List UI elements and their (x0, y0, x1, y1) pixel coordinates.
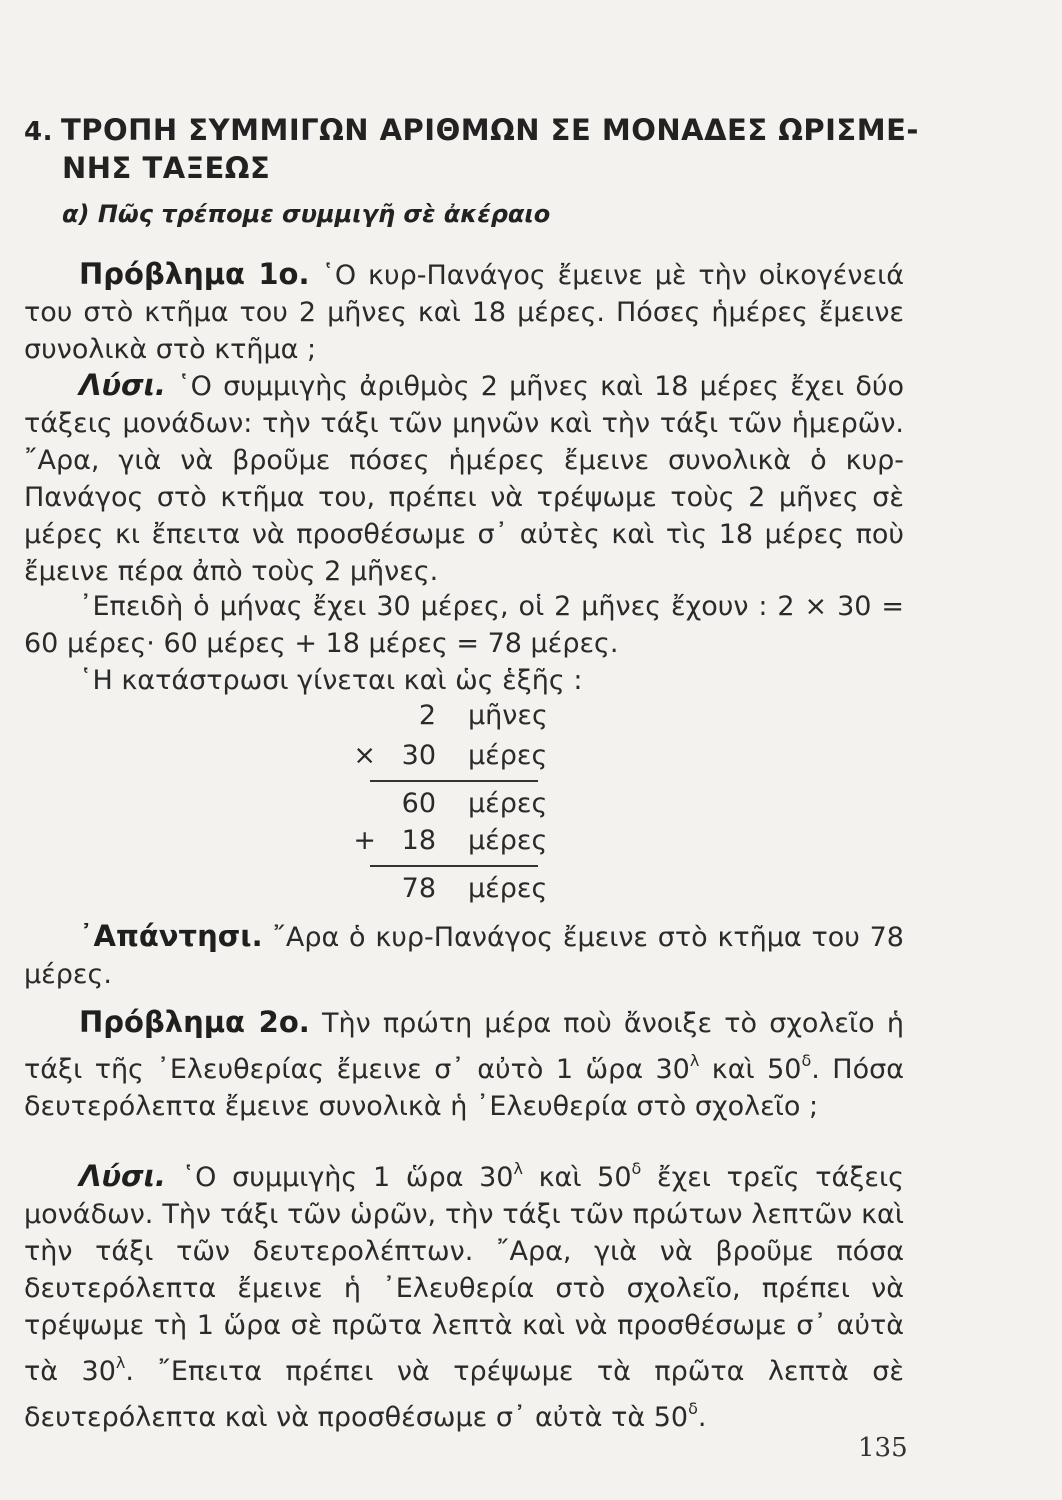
solution-2-text-e: . (697, 1402, 707, 1433)
subsection-heading: α) Πῶς τρέπομε συμμιγῆ σὲ ἀκέραιο (62, 200, 551, 228)
minutes-superscript: λ (689, 1051, 700, 1070)
calc-row-5-number: 78 (401, 873, 436, 904)
problem-2-text-b: καὶ 50 (699, 1054, 802, 1085)
problem-1-label: Πρόβλημα 1ο. (79, 257, 310, 291)
calc-row-4-unit: μέρες (468, 825, 548, 856)
page-number: 135 (858, 1433, 908, 1463)
calc-row-4-operator: + (353, 825, 376, 856)
solution-2-text-a: ῾Ο συμμιγὴς 1 ὥρα 30 (181, 1162, 514, 1193)
problem-1-text: ῾Ο κυρ-Πανάγος ἔμεινε μὲ τὴν οἰκογένειά του στὸ κτῆμα του 2 μῆνες καὶ 18 μέρες. Πόσες ἡμέρες ἔμεινε συνολικὰ στὸ κτῆμα ; (24, 260, 904, 365)
section-title-line2: ΝΗΣ ΤΑΞΕΩΣ (62, 151, 271, 185)
solution-1-label: Λύσι. (79, 368, 166, 402)
answer-1 (24, 918, 904, 993)
minutes-superscript: λ (115, 1353, 126, 1372)
calc-rule-1 (370, 780, 538, 782)
calc-row-5-unit: μέρες (468, 873, 548, 904)
solution-1-text-3: ῾Η κατάστρωσι γίνεται καὶ ὡς ἑξῆς : (79, 665, 583, 696)
solution-1-text-2: ᾿Επειδὴ ὁ μήνας ἔχει 30 μέρες, οἱ 2 μῆνες ἔχουν : 2 × 30 = 60 μέρες· 60 μέρες + 18 μέρες = 78 μέρες. (24, 591, 904, 659)
solution-1-text: ῾Ο συμμιγὴς ἀριθμὸς 2 μῆνες καὶ 18 μέρες ἔχει δύο τάξεις μονάδων: τὴν τάξι τῶν μηνῶν καὶ τὴν τάξι τῶν ἡμερῶν. ῎Αρα, γιὰ νὰ βροῦμε πόσες ἡμέρες ἔμεινε συνολικὰ ὁ κυρ-Πανάγος στὸ κτῆμα του, πρέπει νὰ τρέψωμε τοὺς 2 μῆνες σὲ μέρες κι ἔπειτα νὰ προσθέσωμε σ᾿ αὐτὲς καὶ τὶς 18 μέρες ποὺ ἔμεινε πέρα ἀπὸ τοὺς 2 μῆνες. (24, 371, 904, 587)
calc-row-2-unit: μέρες (468, 740, 548, 771)
calc-row-2-operator: × (353, 740, 376, 771)
seconds-superscript: δ (631, 1159, 642, 1178)
solution-2-text-c: ἔχει τρεῖς τάξεις μονάδων. Τὴν τάξι τῶν ὡρῶν, τὴν τάξι τῶν πρώτων λεπτῶν καὶ τὴν τάξι τῶν δευτερολέπτων. ῎Αρα, γιὰ νὰ βροῦμε πόσα δευτερόλεπτα ἔμεινε ἡ ᾿Ελευθερία στὸ σχολεῖο, πρέπει νὰ τρέψωμε τὴ 1 ὥρα σὲ πρῶτα λεπτὰ καὶ νὰ προσθέσωμε σ᾿ αὐτὰ τὰ 30 (24, 1162, 904, 1387)
calc-row-3 (330, 788, 550, 824)
solution-1 (24, 367, 904, 590)
solution-2 (24, 1150, 904, 1436)
problem-2-label: Πρόβλημα 2ο. (79, 1005, 310, 1039)
problem-1 (24, 256, 904, 368)
section-number: 4. (24, 117, 53, 147)
solution-1-layout-intro (24, 662, 904, 699)
calc-row-1 (330, 700, 550, 736)
section-heading (24, 112, 924, 186)
calc-row-3-number: 60 (401, 788, 436, 819)
section-title-line1: ΤΡΟΠΗ ΣΥΜΜΙΓΩΝ ΑΡΙΘΜΩΝ ΣΕ ΜΟΝΑΔΕΣ ΩΡΙΣΜΕ- (60, 113, 919, 147)
solution-2-text-d: . ῎Επειτα πρέπει νὰ τρέψωμε τὰ πρῶτα λεπτὰ σὲ δευτερόλεπτα καὶ νὰ προσθέσωμε σ᾿ αὐτὰ τὰ 50 (24, 1356, 905, 1433)
answer-1-text: ῎Αρα ὁ κυρ-Πανάγος ἔμεινε στὸ κτῆμα του 78 μέρες. (24, 922, 904, 990)
calc-row-5 (330, 873, 550, 909)
minutes-superscript: λ (513, 1159, 523, 1178)
calc-row-2 (330, 740, 550, 776)
problem-2-text-a: Τὴν πρώτη μέρα ποὺ ἄνοιξε τὸ σχολεῖο ἡ τάξι τῆς ᾿Ελευθερίας ἔμεινε σ᾿ αὐτὸ 1 ὥρα 30 (24, 1008, 904, 1085)
answer-1-label: ᾿Απάντησι. (79, 919, 263, 953)
calc-row-3-unit: μέρες (468, 788, 548, 819)
solution-1-calculation-text (24, 588, 904, 662)
seconds-superscript: δ (688, 1399, 698, 1418)
problem-2-text-c: . Πόσα δευτερόλεπτα ἔμεινε συνολικὰ ἡ ᾿Ελευθερία στὸ σχολεῖο ; (24, 1054, 904, 1122)
calc-row-2-number: 30 (401, 740, 436, 771)
calc-row-4-number: 18 (401, 825, 436, 856)
calc-rule-2 (370, 865, 538, 867)
seconds-superscript: δ (801, 1051, 812, 1070)
solution-2-text-b: καὶ 50 (522, 1162, 632, 1193)
problem-2 (24, 1004, 904, 1125)
calc-row-1-unit: μῆνες (468, 700, 548, 731)
calc-row-4 (330, 825, 550, 861)
solution-2-label: Λύσι. (79, 1159, 166, 1193)
calc-row-1-number: 2 (418, 700, 436, 731)
